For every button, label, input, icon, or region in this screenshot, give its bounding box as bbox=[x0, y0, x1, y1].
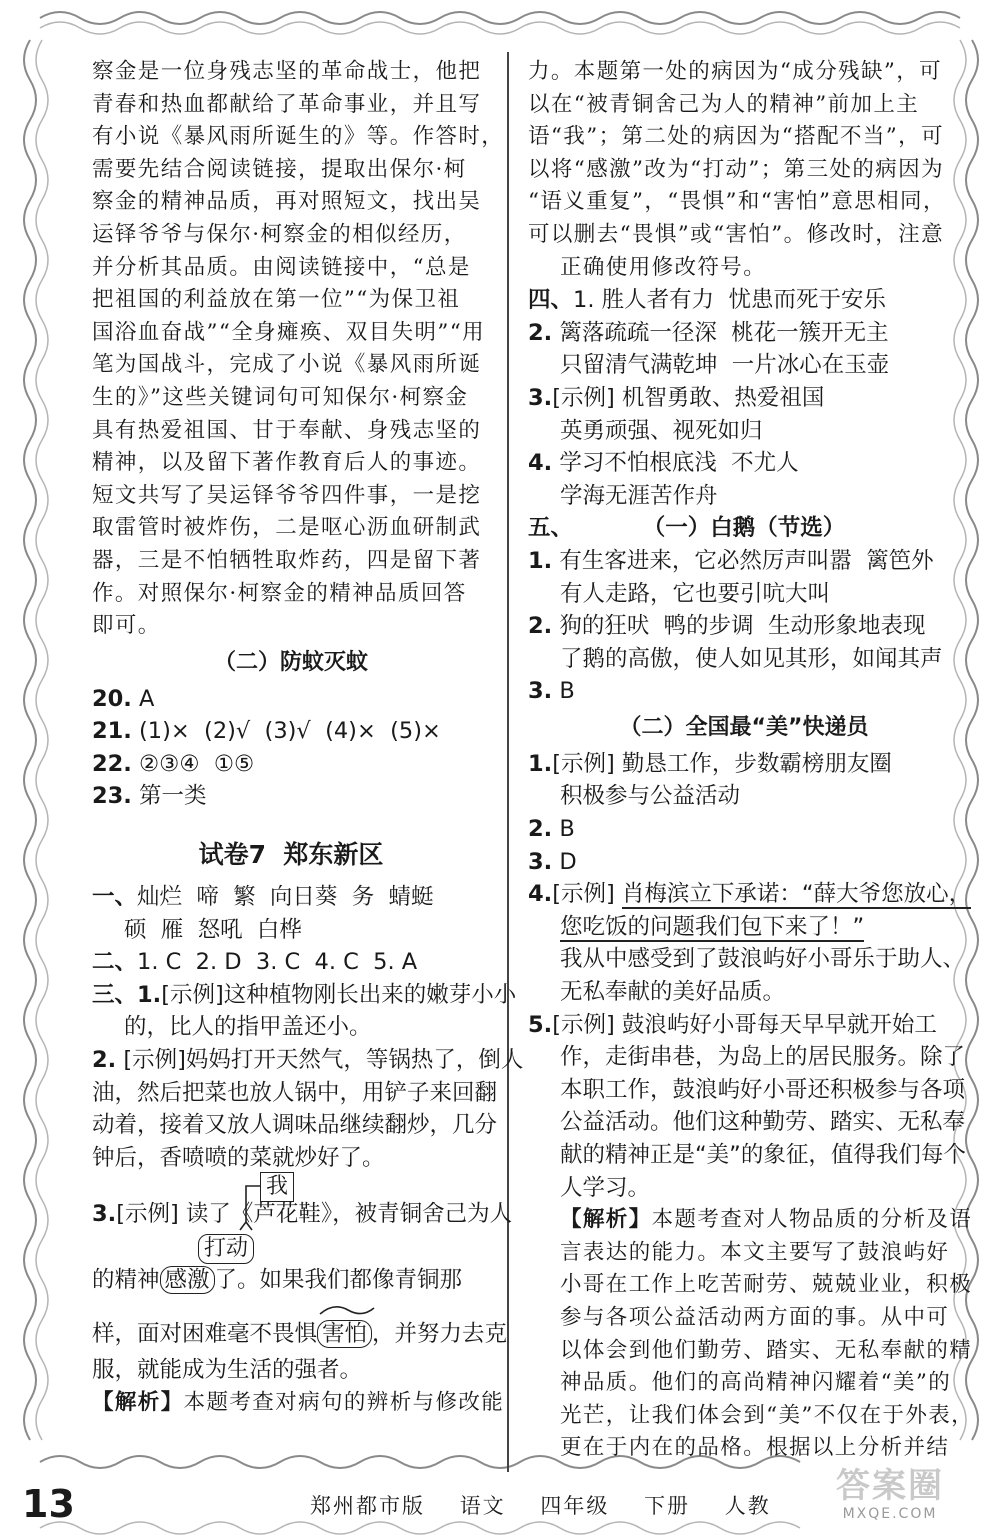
circled-word: 害怕 bbox=[317, 1320, 372, 1348]
correction-q3-line2 bbox=[92, 1230, 490, 1300]
text-line: 取雷管时被炸伤，二是呕心沥血研制武 bbox=[92, 515, 482, 541]
footer-grade: 四年级 bbox=[540, 1494, 610, 1518]
text-line: 英勇顽强、视死如归 bbox=[560, 417, 763, 444]
analysis-line: 以体会到他们勤劳、踏实、无私奉献的精 bbox=[560, 1337, 973, 1363]
text-line: 本职工作，鼓浪屿好小哥还积极参与各项 bbox=[560, 1076, 966, 1103]
section-1-line: 一、灿烂 啼 繁 向日葵 务 蜻蜓 bbox=[92, 884, 434, 911]
text-line: 需要先结合阅读链接，提取出保尔·柯 bbox=[92, 156, 467, 182]
exam-title: 试卷7 郑东新区 bbox=[198, 840, 384, 870]
text-line: 察金的精神品质，再对照短文，找出吴 bbox=[92, 189, 482, 215]
text-line: 油，然后把菜也放人锅中，用铲子来回翻 bbox=[92, 1079, 498, 1106]
text-line: 笔为国战斗，完成了小说《暴风雨所诞 bbox=[92, 352, 482, 378]
text-line: 作，走街串巷，为岛上的居民服务。除了 bbox=[560, 1044, 966, 1071]
footer-publisher: 人教 bbox=[724, 1494, 771, 1518]
section-4-q4: 4. 学习不怕根底浅 不尤人 bbox=[528, 450, 799, 477]
text-line: 样，面对困难毫不畏惧 害怕 ，并努力去克 bbox=[92, 1321, 508, 1348]
section-5b-q5: 5.[示例] 鼓浪屿好小哥每天早早就开始工 bbox=[528, 1011, 937, 1038]
left-column bbox=[92, 56, 524, 1420]
section-5b-q2: 2. B bbox=[528, 816, 575, 843]
answer-21: 21. (1)× (2)√ (3)√ (4)× (5)× bbox=[92, 718, 441, 745]
correction-q3-line3 bbox=[92, 1300, 508, 1354]
text-line: 作。对照保尔·柯察金的精神品质回答 bbox=[92, 580, 467, 606]
section-5-q2: 2. 狗的狂吠 鸭的步调 生动形象地表现 bbox=[528, 613, 926, 640]
section-heading: （二）防蚊灭蚊 bbox=[213, 649, 368, 675]
text-line: 您吃饭的问题我们包下来了！” bbox=[560, 913, 865, 940]
text-line: 只留清气满乾坤 一片冰心在玉壶 bbox=[560, 352, 890, 379]
column-divider bbox=[507, 52, 509, 1472]
text-line: 了鹅的高傲，使人如见其形，如闻其声 bbox=[560, 645, 943, 672]
text-line: 生的》”这些关键词句可知保尔·柯察金 bbox=[92, 384, 469, 410]
watermark-logo bbox=[790, 1466, 990, 1530]
insert-mark: 我 bbox=[260, 1172, 294, 1202]
section-5-q3: 3. B bbox=[528, 678, 575, 705]
text-line: 并分析其品质。由阅读链接中，“总是 bbox=[92, 254, 471, 280]
answer-23: 23. 第一类 bbox=[92, 783, 207, 810]
text-line: 积极参与公益活动 bbox=[560, 783, 741, 810]
right-column bbox=[528, 56, 975, 1465]
page-number: 13 bbox=[22, 1482, 75, 1526]
text-line: 公益活动。他们这种勤劳、踏实、无私奉 bbox=[560, 1109, 966, 1136]
analysis-line: 参与各项公益活动两方面的事。从中可 bbox=[560, 1304, 950, 1330]
footer-volume: 下册 bbox=[644, 1494, 691, 1518]
analysis-continued bbox=[92, 56, 505, 643]
analysis-line: 小哥在工作上吃苦耐劳、兢兢业业，积极 bbox=[560, 1272, 973, 1298]
text-line: 钟后，香喷喷的菜就炒好了。 bbox=[92, 1144, 385, 1171]
text-line: 国浴血奋战”“全身瘫痪、双目失明”“用 bbox=[92, 319, 486, 345]
text-line: 献的精神正是“美”的象征，值得我们每个 bbox=[560, 1142, 966, 1168]
text-line: 无私奉献的美好品质。 bbox=[560, 979, 786, 1006]
analysis-line: 神品质。他们的高尚精神闪耀着“美”的 bbox=[560, 1370, 952, 1396]
circled-word: 感激 bbox=[160, 1266, 215, 1294]
answer-20: 20. A bbox=[92, 685, 155, 712]
text-line: 青春和热血都献给了革命事业，并且写 bbox=[92, 91, 482, 117]
section-5b-q3: 3. D bbox=[528, 848, 577, 875]
section-heading: （一）白鹅（节选） bbox=[642, 515, 846, 542]
section-5-q1: 1. 有生客进来，它必然厉声叫嚣 篱笆外 bbox=[528, 547, 934, 574]
section-5b-q1: 1.[示例] 勤恳工作，步数霸榜朋友圈 bbox=[528, 750, 892, 777]
text-line: 的精神 感激 了。如果我们都像青铜那 bbox=[92, 1267, 463, 1294]
section-2-line: 二、1. C 2. D 3. C 4. C 5. A bbox=[92, 949, 418, 976]
analysis-line: 言表达的能力。本文主要写了鼓浪屿好 bbox=[560, 1239, 950, 1265]
section-4-q1: 四、1. 胜人者有力 忧患而死于安乐 bbox=[528, 287, 886, 314]
replace-mark: 打动 bbox=[198, 1234, 254, 1264]
section-3-q1: 三、1.[示例]这种植物刚长出来的嫩芽小小 bbox=[92, 981, 517, 1008]
text-line: 我从中感受到了鼓浪屿好小哥乐于助人、 bbox=[560, 946, 966, 973]
text-line: 的，比人的指甲盖还小。 bbox=[124, 1014, 372, 1041]
text-line: 器，三是不怕牺牲取炸药，四是留下著 bbox=[92, 547, 482, 573]
text-line: 力。本题第一处的病因为“成分残缺”，可 bbox=[528, 59, 943, 84]
text-line: 服，就能成为生活的强者。 bbox=[92, 1357, 363, 1384]
footer-edition: 郑州都市版 bbox=[310, 1494, 425, 1518]
answer-22: 22. ②③④ ①⑤ bbox=[92, 750, 255, 777]
text-line: 短文共写了吴运铎爷爷四件事，一是挖 bbox=[92, 482, 482, 508]
text-line: 具有热爱祖国、甘于奉献、身残志坚的 bbox=[92, 417, 482, 443]
text-line: 有人走路，它也要引吭大叫 bbox=[560, 580, 831, 607]
text-line: 动着，接着又放人调味品继续翻炒，几分 bbox=[92, 1112, 498, 1139]
analysis-line: 【解析】本题考查对病句的辨析与修改能 bbox=[92, 1390, 505, 1415]
text-line: 正确使用修改符号。 bbox=[560, 254, 767, 280]
section-4-q2: 2. 篱落疏疏一径深 桃花一簇开无主 bbox=[528, 319, 889, 346]
text-line: 精神，以及留下著作教育后人的事迹。 bbox=[92, 450, 482, 476]
text-line: 运铎爷爷与保尔·柯察金的相似经历， bbox=[92, 221, 467, 247]
text-line: 3.[示例] 读了《芦花鞋》，被青铜舍己为人 bbox=[92, 1201, 513, 1228]
watermark-text: 答案圈 bbox=[836, 1466, 944, 1506]
section-5-header: 五、 （一）白鹅（节选） bbox=[528, 512, 960, 545]
text-line: 有小说《暴风雨所诞生的》等。作答时， bbox=[92, 124, 505, 150]
delete-mark-icon bbox=[314, 1300, 384, 1320]
section-heading: （二）全国最“美”快递员 bbox=[619, 714, 869, 740]
analysis-line: 光芒，让我们体会到“美”不仅在于外表， bbox=[560, 1402, 975, 1428]
text-line: 把祖国的利益放在第一位”“为保卫祖 bbox=[92, 287, 461, 313]
text-line: 学海无涯苦作舟 bbox=[560, 482, 718, 509]
correction-q3-line1 bbox=[92, 1174, 513, 1230]
section-3-q2: 2. [示例]妈妈打开天然气，等锅热了，倒人 bbox=[92, 1047, 524, 1074]
section-1-line: 硕 雁 怒吼 白桦 bbox=[124, 916, 302, 943]
watermark-url: MXQE.COM bbox=[842, 1506, 938, 1522]
text-line: 以将“感激”改为“打动”；第三处的病因为 bbox=[528, 156, 944, 182]
footer-subject: 语文 bbox=[459, 1494, 506, 1518]
text-line: 察金是一位身残志坚的革命战士，他把 bbox=[92, 59, 482, 84]
text-line: 可以删去“畏惧”或“害怕”。修改时，注意 bbox=[528, 221, 944, 247]
text-line: 语“我”；第二处的病因为“搭配不当”，可 bbox=[528, 124, 944, 150]
page-footer bbox=[310, 1490, 797, 1520]
text-line: 以在“被青铜舍己为人的精神”前加上主 bbox=[528, 91, 920, 117]
text-line: 即可。 bbox=[92, 613, 161, 639]
section-4-q3: 3.[示例] 机智勇敢、热爱祖国 bbox=[528, 384, 825, 411]
text-line: “语义重复”，“畏惧”和“害怕”意思相同， bbox=[528, 189, 946, 215]
text-line: 人学习。 bbox=[560, 1174, 651, 1201]
section-5b-q4: 4.[示例] 肖梅滨立下承诺：“薛大爷您放心， bbox=[528, 881, 972, 908]
analysis-line: 更在于内在的品格。根据以上分析并结 bbox=[560, 1435, 950, 1461]
analysis-line: 【解析】本题考查对人物品质的分析及语 bbox=[560, 1207, 973, 1233]
